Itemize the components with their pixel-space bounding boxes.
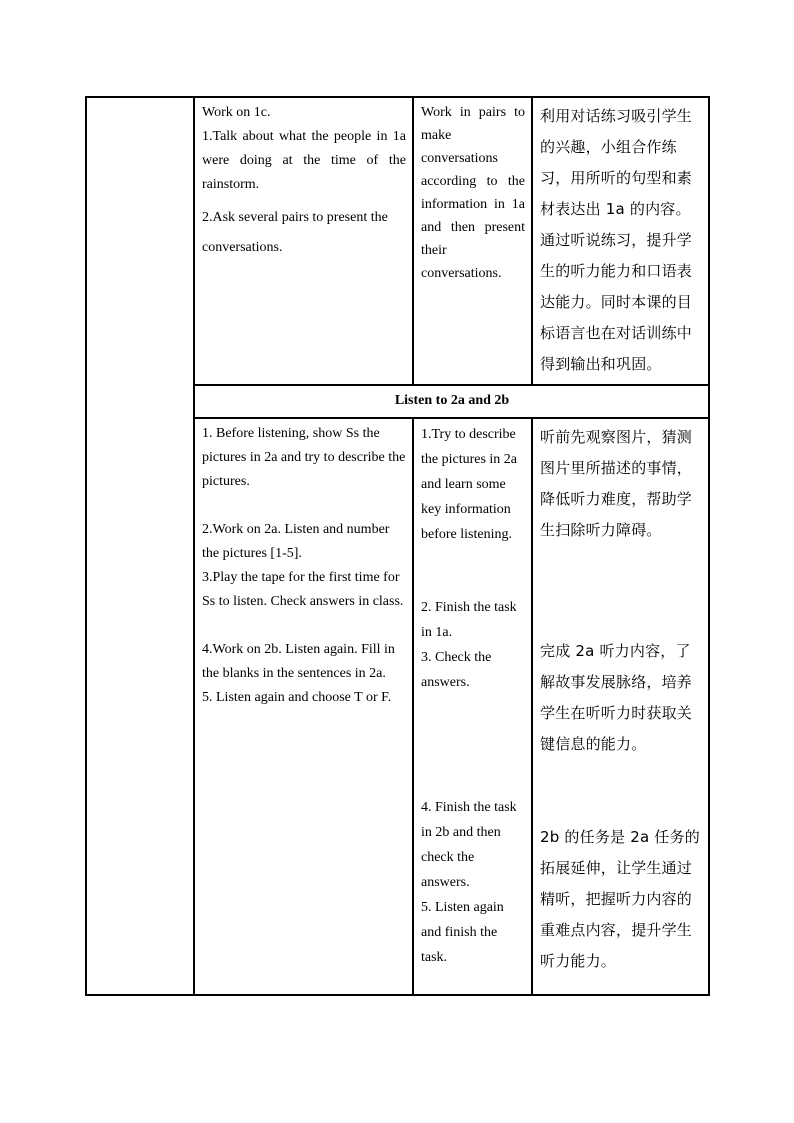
lesson-plan-table	[85, 96, 710, 996]
teacher-line: Work on 1c.	[202, 105, 271, 120]
student-item: 3. Check the answers.	[421, 650, 492, 690]
student-item: 5. Listen again and finish the task.	[421, 900, 504, 965]
student-activity-cell	[413, 97, 532, 385]
section-heading: Listen to 2a and 2b	[194, 385, 709, 418]
design-purpose-cell	[532, 418, 709, 995]
purpose-text: 2b 的任务是 2a 任务的拓展延伸，让学生通过精听，把握听力内容的重难点内容，提升学生听力能力。	[540, 828, 700, 970]
teacher-activity-cell	[194, 418, 413, 995]
student-item: 4. Finish the task in 2b and then check the answers.	[421, 800, 517, 890]
purpose-text: 听前先观察图片，猜测图片里所描述的事情，降低听力难度，帮助学生扫除听力障碍。	[540, 428, 693, 539]
teacher-item: 3.Play the tape for the first time for Ss to listen. Check answers in class.	[202, 570, 404, 609]
stage-column-cell	[86, 97, 194, 995]
student-text: Work in pairs to make conversations according to the information in 1a and then present their conversations.	[421, 105, 525, 281]
design-purpose-cell	[532, 97, 709, 385]
student-item: 2. Finish the task in 1a.	[421, 600, 517, 640]
student-activity-cell	[413, 418, 532, 995]
teacher-activity-cell	[194, 97, 413, 385]
teacher-item: 5. Listen again and choose T or F.	[202, 690, 392, 705]
purpose-text: 利用对话练习吸引学生的兴趣，小组合作练习，用所听的句型和素材表达出 1a 的内容。通过听说练习，提升学生的听力能力和口语表达能力。同时本课的目标语言也在对话训练中得到输出和巩固。	[540, 107, 693, 373]
teacher-line: 2.Ask several pairs to present the conversations.	[202, 210, 388, 255]
student-item: 1.Try to describe the pictures in 2a and learn some key information before listening.	[421, 427, 518, 542]
teacher-item: 4.Work on 2b. Listen again. Fill in the blanks in the sentences in 2a.	[202, 642, 395, 681]
teacher-line: 1.Talk about what the people in 1a were doing at the time of the rainstorm.	[202, 129, 406, 192]
purpose-text: 完成 2a 听力内容，了解故事发展脉络，培养学生在听听力时获取关键信息的能力。	[540, 642, 693, 753]
teacher-item: 2.Work on 2a. Listen and number the pictures [1-5].	[202, 522, 390, 561]
teacher-item: 1. Before listening, show Ss the pictures in 2a and try to describe the pictures.	[202, 426, 406, 489]
table-row	[86, 97, 709, 385]
